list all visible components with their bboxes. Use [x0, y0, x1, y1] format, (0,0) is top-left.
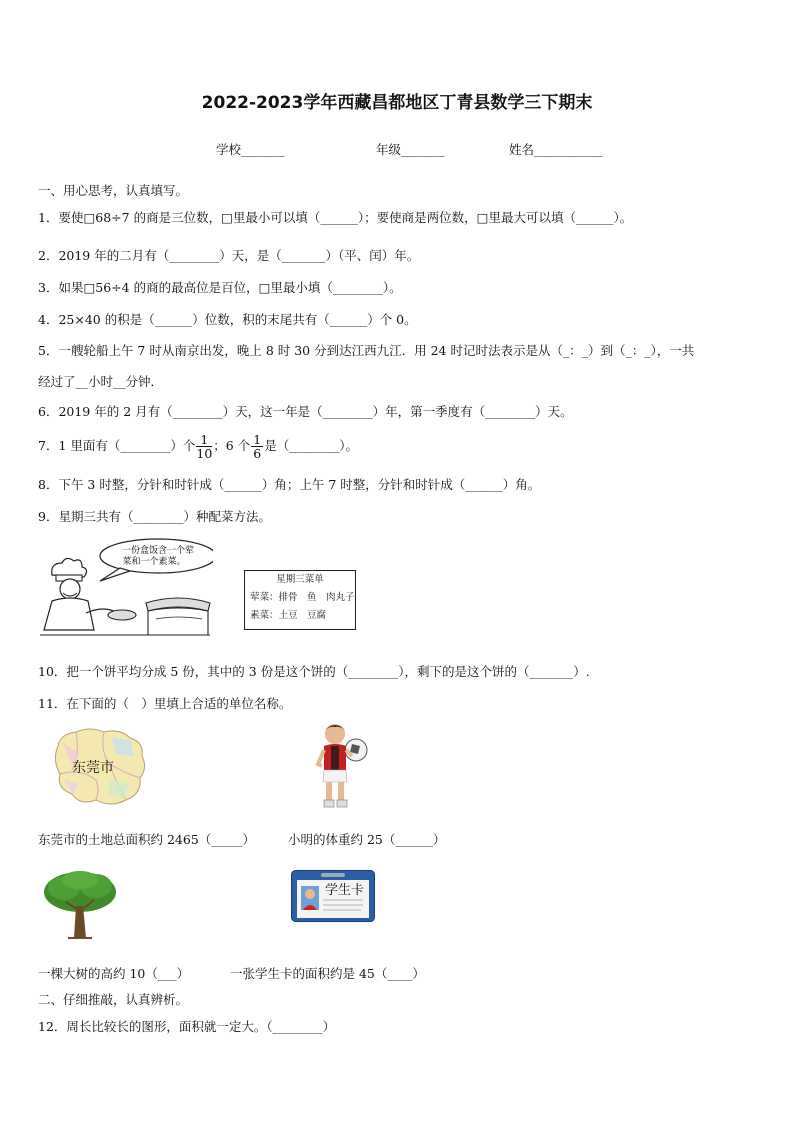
- speech-bubble-line-1: 一份盒饭含一个荤: [121, 546, 195, 556]
- question-11-d: 一张学生卡的面积约是 45（____）: [230, 966, 425, 981]
- chef-illustration: [38, 535, 213, 640]
- page-title: 2022-2023学年西藏昌都地区丁青县数学三下期末: [201, 93, 593, 113]
- grade-field: 年级_______: [376, 142, 445, 157]
- question-11: 11．在下面的（ ）里填上合适的单位名称。: [38, 696, 292, 711]
- fraction-one-tenth: [196, 433, 212, 460]
- question-7-part-b: ；6 个: [213, 438, 251, 453]
- question-5-line-2: 经过了__小时__分钟．: [38, 374, 164, 389]
- menu-title: 星期三菜单: [276, 574, 324, 585]
- fraction-denominator: 6: [253, 446, 262, 461]
- question-2: 2．2019 年的二月有（________）天，是（_______）（平、闰）年。: [38, 248, 420, 263]
- fraction-numerator: 1: [253, 431, 262, 447]
- speech-bubble-line-2: 菜和一个素菜。: [122, 557, 186, 567]
- section-1-heading: 一、用心思考，认真填写。: [38, 183, 189, 198]
- section-2-heading: 二、仔细推敲，认真辨析。: [38, 992, 189, 1007]
- question-7-part-c: 是（________）。: [264, 438, 358, 453]
- question-11-b: 小明的体重约 25（______）: [288, 832, 446, 847]
- question-4: 4．25×40 的积是（______）位数，积的末尾共有（______）个 0。: [38, 312, 417, 327]
- question-3: 3．如果□56÷4 的商的最高位是百位，□里最小填（________）。: [38, 280, 402, 295]
- menu-veg-dishes: 素菜：土豆 豆腐: [250, 610, 327, 621]
- name-field: 姓名___________: [509, 142, 603, 157]
- menu-card: [244, 570, 356, 630]
- question-5-line-1: 5．一艘轮船上午 7 时从南京出发，晚上 8 时 30 分到达江西九江．用 24 时记时法表示是从（_：_）到（_：_），一共: [38, 343, 695, 358]
- dongguan-map-image: [50, 724, 150, 809]
- question-12: 12．周长比较长的图形，面积就一定大。（________）: [38, 1019, 336, 1034]
- school-field: 学校_______: [216, 142, 285, 157]
- card-label: 学生卡: [325, 883, 365, 898]
- boy-with-ball-image: [312, 720, 370, 815]
- tree-image: [40, 870, 120, 942]
- question-7-part-a: 7．1 里面有（________）个: [38, 438, 196, 453]
- question-10: 10．把一个饼平均分成 5 份，其中的 3 份是这个饼的（________），剩下的是这个饼的（_______）.: [38, 664, 590, 679]
- question-1: 1．要使□68÷7 的商是三位数，□里最小可以填（______）；要使商是两位数，□里最大可以填（______）。: [38, 210, 633, 225]
- fraction-one-sixth: [251, 433, 263, 460]
- question-8: 8．下午 3 时整，分针和时针成（______）角；上午 7 时整，分针和时针成（______）角。: [38, 477, 541, 492]
- menu-meat-dishes: 荤菜：排骨 鱼 肉丸子: [250, 592, 355, 603]
- question-7: [38, 428, 358, 464]
- map-label: 东莞市: [72, 760, 114, 776]
- question-11-c: 一棵大树的高约 10（___）: [38, 966, 190, 981]
- question-11-a: 东莞市的土地总面积约 2465（_____）: [38, 832, 256, 847]
- fraction-denominator: 10: [196, 446, 213, 461]
- fraction-numerator: 1: [196, 433, 212, 447]
- student-card-image: [291, 870, 375, 922]
- question-6: 6．2019 年的 2 月有（________）天，这一年是（________）年，第一季度有（________）天。: [38, 404, 573, 419]
- question-9: 9．星期三共有（________）种配菜方法。: [38, 509, 271, 524]
